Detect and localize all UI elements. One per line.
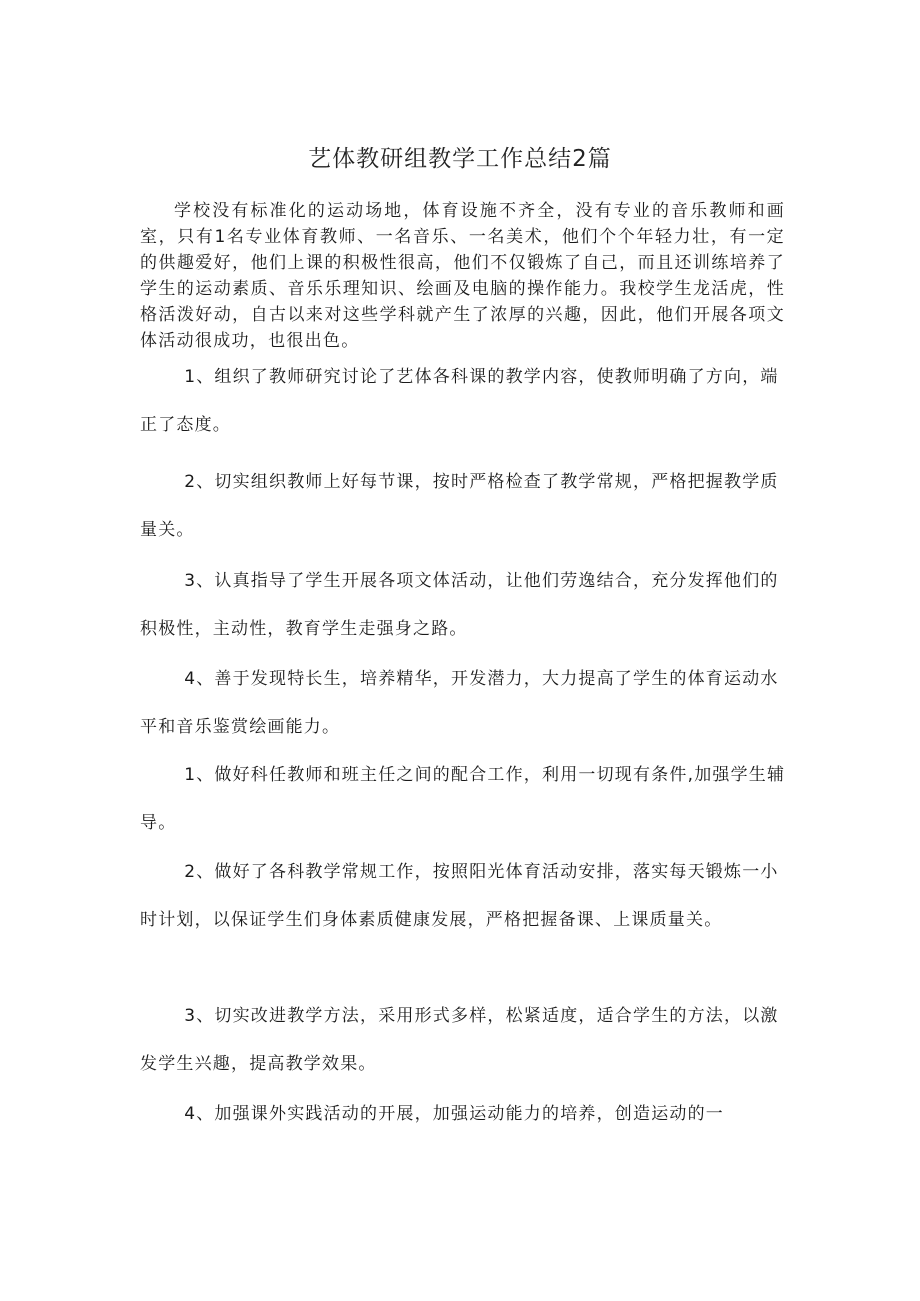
list-item: 3、认真指导了学生开展各项文体活动，让他们劳逸结合，充分发挥他们的积极性，主动性，教育学生走强身之路。 — [140, 571, 779, 639]
list-item: 3、切实改进教学方法，采用形式多样，松紧适度，适合学生的方法，以激发学生兴趣，提高教学效果。 — [140, 1006, 779, 1074]
list-item: 1、组织了教师研究讨论了艺体各科课的教学内容，使教师明确了方向，端正了态度。 — [140, 367, 779, 435]
intro-paragraph: 学校没有标准化的运动场地，体育设施不齐全，没有专业的音乐教师和画室，只有1名专业体育教师、一名音乐、一名美术，他们个个年轻力壮，有一定的供趣爱好，他们上课的积极性很高，他们不仅锻炼了自己，而且还训练培养了学生的运动素质、音乐乐理知识、绘画及电脑的操作能力。我校学生龙活虎，性格活泼好动，自古以来对这些学科就产生了浓厚的兴趣，因此，他们开展各项文体活动很成功，也很出色。 — [140, 201, 785, 351]
list-item: 2、做好了各科教学常规工作，按照阳光体育活动安排，落实每天锻炼一小时计划，以保证学生们身体素质健康发展，严格把握备课、上课质量关。 — [140, 862, 779, 930]
list-item: 1、做好科任教师和班主任之间的配合工作，利用一切现有条件,加强学生辅导。 — [140, 765, 786, 833]
list-item: 4、善于发现特长生，培养精华，开发潜力，大力提高了学生的体育运动水平和音乐鉴赏绘画能力。 — [140, 669, 779, 737]
list-item: 2、切实组织教师上好每节课，按时严格检查了教学常规，严格把握教学质量关。 — [140, 472, 779, 540]
list-item: 4、加强课外实践活动的开展，加强运动能力的培养，创造运动的一 — [184, 1104, 725, 1124]
document-title: 艺体教研组教学工作总结2篇 — [308, 146, 612, 172]
